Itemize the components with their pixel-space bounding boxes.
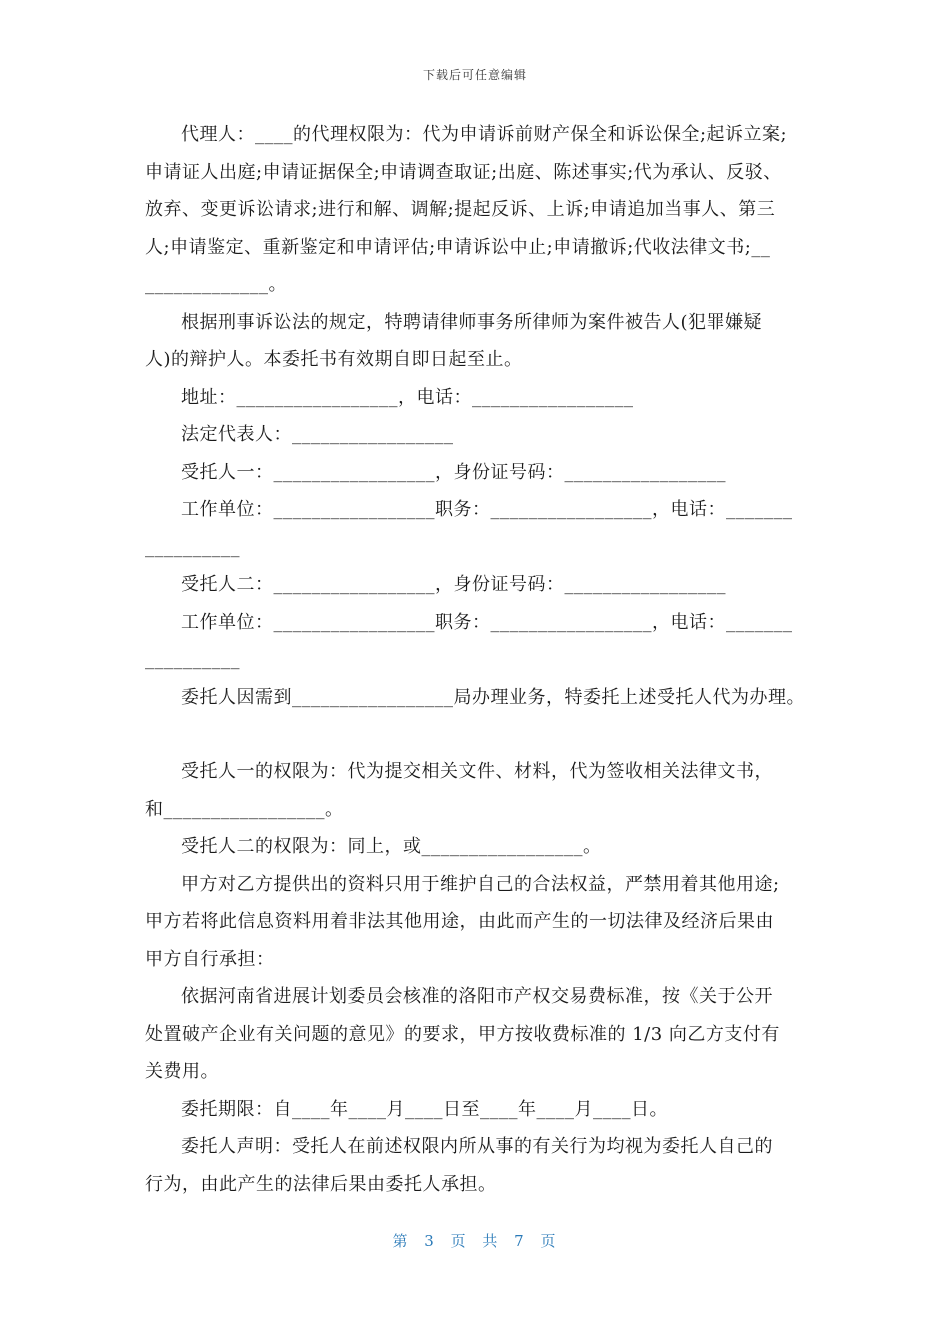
paragraph-declaration bbox=[145, 1128, 817, 1203]
paragraph-trustee-one-authority bbox=[145, 753, 817, 828]
paragraph-trustee-two-work bbox=[145, 604, 817, 679]
text-line: 受托人二：_________________，身份证号码：_________________ bbox=[181, 574, 726, 595]
text-line: 依据河南省进展计划委员会核准的洛阳市产权交易费标准，按《关于公开 bbox=[181, 986, 773, 1007]
text-line: __________ bbox=[145, 649, 240, 670]
text-line: 行为，由此产生的法律后果由委托人承担。 bbox=[145, 1173, 497, 1195]
header-note: 下载后可任意编辑 bbox=[422, 68, 527, 82]
text-line: 地址：_________________，电话：_________________ bbox=[181, 386, 634, 408]
text-line: 工作单位：_________________职务：_________________，电话：_______ bbox=[181, 611, 793, 633]
paragraph-legal-rep bbox=[145, 416, 817, 454]
paragraph-criminal-defense bbox=[145, 304, 817, 379]
document-body bbox=[145, 116, 817, 1203]
text-line: 甲方若将此信息资料用着非法其他用途，由此而产生的一切法律及经济后果由 bbox=[145, 911, 774, 932]
paragraph-entrust-purpose bbox=[145, 679, 817, 717]
text-line: 委托人声明：受托人在前述权限内所从事的有关行为均视为委托人自己的 bbox=[181, 1136, 773, 1157]
paragraph-trustee-two bbox=[145, 566, 817, 604]
text-line: 根据刑事诉讼法的规定，特聘请律师事务所律师为案件被告人(犯罪嫌疑 bbox=[181, 311, 763, 333]
paragraph-trustee-two-authority bbox=[145, 828, 817, 866]
text-line: _____________。 bbox=[145, 274, 287, 295]
text-line: 放弃、变更诉讼请求;进行和解、调解;提起反诉、上诉;申请追加当事人、第三 bbox=[145, 199, 776, 220]
text-line: 受托人一：_________________，身份证号码：_________________ bbox=[181, 461, 726, 483]
text-line: 甲方对乙方提供出的资料只用于维护自己的合法权益，严禁用着其他用途; bbox=[181, 873, 780, 895]
paragraph-fee-standard bbox=[145, 978, 817, 1091]
text-line: 委托期限：自____年____月____日至____年____月____日。 bbox=[181, 1098, 668, 1120]
paragraph-agent-authority bbox=[145, 116, 817, 304]
paragraph-address bbox=[145, 379, 817, 417]
text-line: 法定代表人：_________________ bbox=[181, 424, 454, 445]
text-line: 关费用。 bbox=[145, 1061, 219, 1082]
paragraph-data-usage bbox=[145, 866, 817, 979]
page-number-footer: 第 3 页 共 7 页 bbox=[392, 1232, 558, 1250]
text-line: 申请证人出庭;申请证据保全;申请调查取证;出庭、陈述事实;代为承认、反驳、 bbox=[145, 161, 782, 183]
text-line: 受托人二的权限为：同上，或_________________。 bbox=[181, 836, 602, 857]
text-line: __________ bbox=[145, 536, 240, 558]
paragraph-entrust-period bbox=[145, 1091, 817, 1129]
text-line: 人;申请鉴定、重新鉴定和申请评估;申请诉讼中止;申请撤诉;代收法律文书;__ bbox=[145, 236, 771, 258]
paragraph-trustee-one-work bbox=[145, 491, 817, 566]
text-line: 委托人因需到_________________局办理业务，特委托上述受托人代为办理。 bbox=[181, 686, 805, 708]
text-line: 人)的辩护人。本委托书有效期自即日起至止。 bbox=[145, 349, 523, 370]
text-line: 受托人一的权限为：代为提交相关文件、材料，代为签收相关法律文书， bbox=[181, 761, 773, 782]
text-line: 工作单位：_________________职务：_________________，电话：_______ bbox=[181, 499, 793, 520]
text-line: 甲方自行承担： bbox=[145, 948, 275, 970]
paragraph-trustee-one bbox=[145, 454, 817, 492]
text-line: 处置破产企业有关问题的意见》的要求，甲方按收费标准的 1/3 向乙方支付有 bbox=[145, 1023, 780, 1045]
blank-line bbox=[145, 716, 817, 753]
text-line: 和_________________。 bbox=[145, 798, 344, 820]
text-line: 代理人：____的代理权限为：代为申请诉前财产保全和诉讼保全;起诉立案; bbox=[181, 124, 788, 145]
